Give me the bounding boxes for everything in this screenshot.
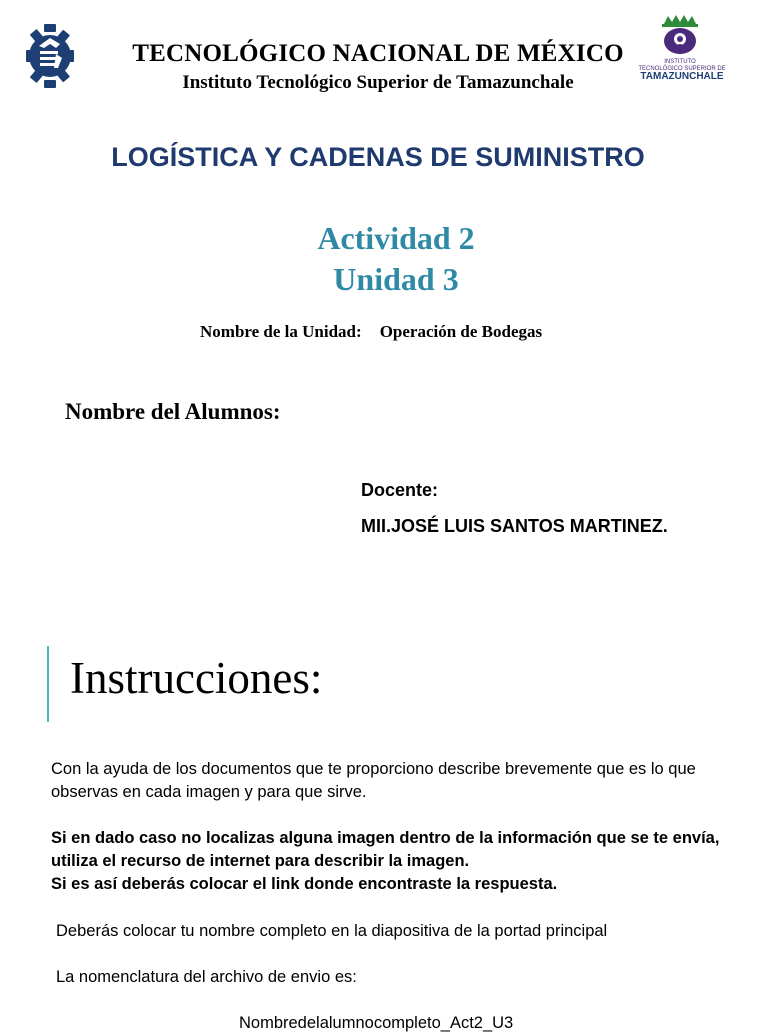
teacher-label: Docente: <box>361 480 439 500</box>
itst-logo-line1: INSTITUTO <box>664 59 696 65</box>
activity-title: Actividad 2 <box>317 220 475 256</box>
unit-title: Unidad 3 <box>333 261 459 297</box>
header-subtitle: Instituto Tecnológico Superior de Tamazunchale <box>182 72 574 93</box>
file-naming-example: Nombredelalumnocompleto_Act2_U3 <box>239 1014 514 1032</box>
itst-logo-line3: TAMAZUNCHALE <box>640 71 724 82</box>
course-title: LOGÍSTICA Y CADENAS DE SUMINISTRO <box>111 142 645 172</box>
itst-logo-line2: TECNOLÓGICO SUPERIOR DE <box>638 66 726 72</box>
instructions-paragraph-1: Con la ayuda de los documentos que te proporciono describe brevemente que es lo que observas en cada imagen y para que sirve. <box>51 760 696 801</box>
unit-name-row <box>200 322 542 342</box>
instructions-paragraph-2-line-2: Si es así deberás colocar el link donde encontraste la respuesta. <box>51 875 558 893</box>
instructions-paragraph-2-line-1: Si en dado caso no localizas alguna imagen dentro de la información que se te envía, utiliza el recurso de internet para describir la imagen. <box>51 829 720 870</box>
header-title: TECNOLÓGICO NACIONAL DE MÉXICO <box>132 40 624 67</box>
unit-name-value: Operación de Bodegas <box>379 322 543 341</box>
instructions-paragraph-3: Deberás colocar tu nombre completo en la diapositiva de la portad principal <box>56 922 608 940</box>
student-name-label: Nombre del Alumnos: <box>65 399 281 424</box>
instructions-paragraph-2 <box>51 827 741 896</box>
instructions-title: Instrucciones: <box>70 653 323 703</box>
instructions-accent-bar <box>47 646 49 722</box>
teacher-name: MII.JOSÉ LUIS SANTOS MARTINEZ. <box>361 516 668 536</box>
instructions-paragraph-4: La nomenclatura del archivo de envio es: <box>56 968 357 986</box>
unit-name-label: Nombre de la Unidad: <box>200 322 362 341</box>
